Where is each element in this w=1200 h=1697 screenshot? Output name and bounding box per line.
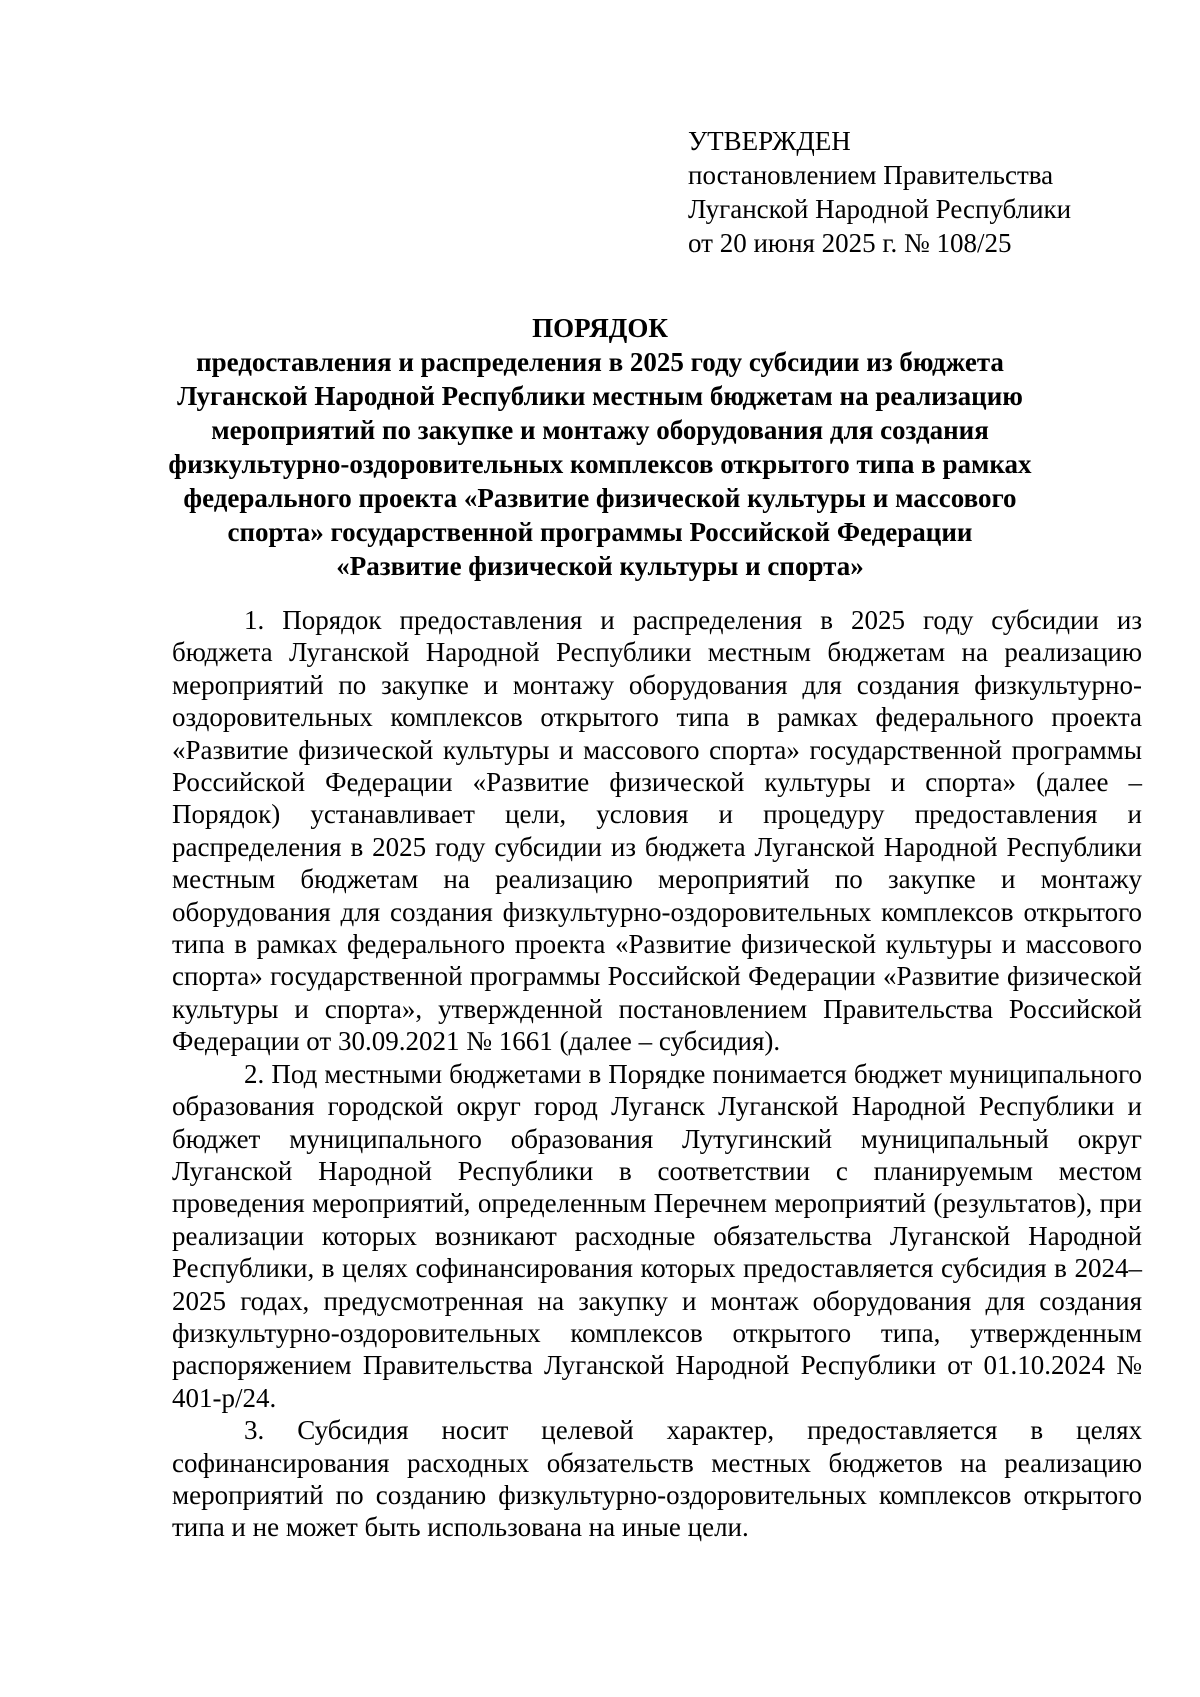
title-heading: ПОРЯДОК [532,313,668,343]
title-line: предоставления и распределения в 2025 году субсидии из бюджета [196,347,1004,377]
approval-government-line: Луганской Народной Республики [688,194,1072,224]
paragraph-3: 3. Субсидия носит целевой характер, предоставляется в целях софинансирования расходных обязательств местных бюджетов на реализацию мероприятий по созданию физкультурно-оздоровительных комплексов открытого типа и не может быть использована на иные цели. [172,1415,1142,1543]
title-line: Луганской Народной Республики местным бюджетам на реализацию [177,381,1023,411]
title-line: федерального проекта «Развитие физической культуры и массового [183,483,1017,513]
paragraph-1: 1. Порядок предоставления и распределения в 2025 году субсидии из бюджета Луганской Народной Республики местным бюджетам на реализацию мероприятий по закупке и монтажу оборудования для создания физкультурно-оздоровительных комплексов открытого типа в рамках федерального проекта «Развитие физической культуры и массового спорта» государственной программы Российской Федерации «Развитие физической культуры и спорта» (далее – Порядок) устанавливает цели, условия и процедуру предоставления и распределения в 2025 году субсидии из бюджета Луганской Народной Республики местным бюджетам на реализацию мероприятий по закупке и монтажу оборудования для создания физкультурно-оздоровительных комплексов открытого типа в рамках федерального проекта «Развитие физической культуры и массового спорта» государственной программы Российской Федерации «Развитие физической культуры и спорта», утвержденной постановлением Правительства Российской Федерации от 30.09.2021 № 1661 (далее – субсидия). [172,605,1142,1057]
document-body [172,604,1142,1544]
approval-issuer-line: постановлением Правительства [688,160,1054,190]
title-line: спорта» государственной программы Российской Федерации [227,517,973,547]
document-title [100,311,1100,583]
title-line: физкультурно-оздоровительных комплексов открытого типа в рамках [168,449,1032,479]
title-line: «Развитие физической культуры и спорта» [336,551,864,581]
approval-status: УТВЕРЖДЕН [688,126,851,156]
approval-stamp [688,124,1168,260]
paragraph-2: 2. Под местными бюджетами в Порядке понимается бюджет муниципального образования городской округ город Луганск Луганской Народной Республики и бюджет муниципального образования Лутугинский муниципальный округ Луганской Народной Республики в соответствии с планируемым местом проведения мероприятий, определенным Перечнем мероприятий (результатов), при реализации которых возникают расходные обязательства Луганской Народной Республики, в целях софинансирования которых предоставляется субсидия в 2024–2025 годах, предусмотренная на закупку и монтаж оборудования для создания физкультурно-оздоровительных комплексов открытого типа, утвержденным распоряжением Правительства Луганской Народной Республики от 01.10.2024 № 401-р/24. [172,1058,1142,1413]
approval-date-number: от 20 июня 2025 г. № 108/25 [688,228,1012,258]
title-line: мероприятий по закупке и монтажу оборудования для создания [211,415,989,445]
